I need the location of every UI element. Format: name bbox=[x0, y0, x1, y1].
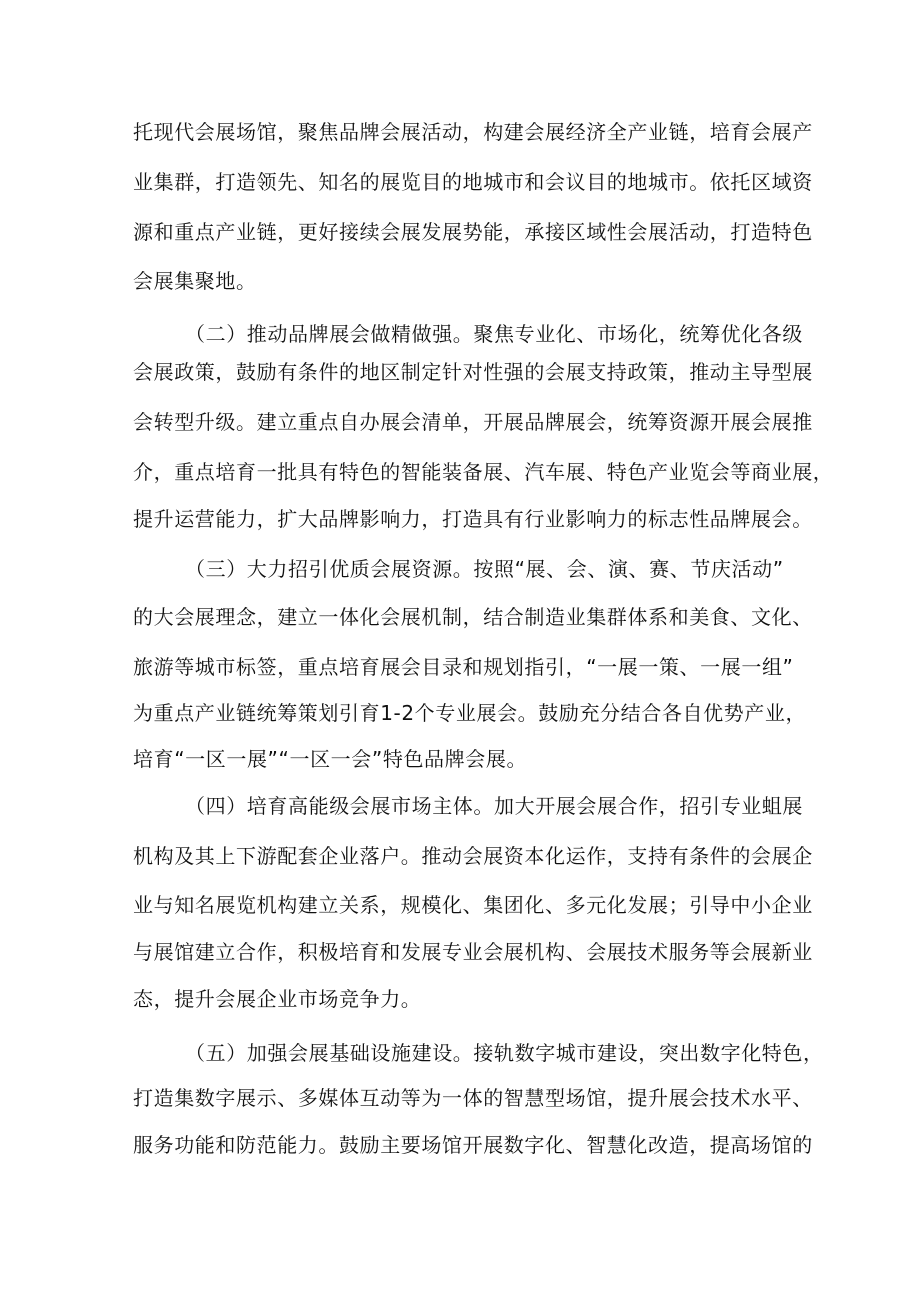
text-line: 会展政策，鼓励有条件的地区制定针对性强的会展支持政策，推动主导型展 bbox=[133, 360, 813, 384]
text-line: 源和重点产业链，更好接续会展发展势能，承接区域性会展活动，打造特色 bbox=[133, 220, 813, 244]
text-line: 服务功能和防范能力。鼓励主要场馆开展数字化、智慧化改造，提高场馆的 bbox=[133, 1133, 813, 1157]
text-line: 态，提升会展企业市场竞争力。 bbox=[133, 987, 422, 1011]
text-line: 机构及其上下游配套企业落户。推动会展资本化运作，支持有条件的会展企 bbox=[133, 844, 813, 868]
section-heading-line: （四）培育高能级会展市场主体。加大开展会展合作，招引专业蛆展 bbox=[185, 794, 803, 818]
text-line: 会展集聚地。 bbox=[133, 269, 257, 293]
section-heading-line: （三）大力招引优质会展资源。按照“展、会、演、赛、节庆活动” bbox=[185, 557, 784, 581]
text-line: 与展馆建立合作，积极培育和发展专业会展机构、会展技术服务等会展新业 bbox=[133, 940, 813, 964]
text-line: 会转型升级。建立重点自办展会清单，开展品牌展会，统筹资源开展会展推 bbox=[133, 410, 813, 434]
text-line: 打造集数字展示、多媒体互动等为一体的智慧型场馆，提升展会技术水平、 bbox=[133, 1086, 813, 1110]
text-line: 培育“一区一展”“一区一会”特色品牌会展。 bbox=[133, 747, 528, 771]
text-line: 提升运营能力，扩大品牌影响力，打造具有行业影响力的标志性品牌展会。 bbox=[133, 507, 813, 531]
text-line: 为重点产业链统筹策划引育1-2个专业展会。鼓励充分结合各自优势产业， bbox=[133, 701, 807, 725]
section-heading-line: （二）推动品牌展会做精做强。聚焦专业化、市场化，统筹优化各级 bbox=[185, 322, 803, 346]
section-heading-line: （五）加强会展基础设施建设。接轨数字城市建设，突出数字化特色， bbox=[185, 1041, 824, 1065]
text-line: 业集群，打造领先、知名的展览目的地城市和会议目的地城市。依托区域资 bbox=[133, 170, 813, 194]
text-line: 业与知名展览机构建立关系，规模化、集团化、多元化发展；引导中小企业 bbox=[133, 893, 813, 917]
text-line: 托现代会展场馆，聚焦品牌会展活动，构建会展经济全产业链，培育会展产 bbox=[133, 120, 813, 144]
text-line: 的大会展理念，建立一体化会展机制，结合制造业集群体系和美食、文化、 bbox=[133, 605, 813, 629]
text-line: 旅游等城市标签，重点培育展会目录和规划指引，“一展一策、一展一组” bbox=[133, 655, 794, 679]
text-line: 介，重点培育一批具有特色的智能装备展、汽车展、特色产业览会等商业展， bbox=[133, 460, 834, 484]
